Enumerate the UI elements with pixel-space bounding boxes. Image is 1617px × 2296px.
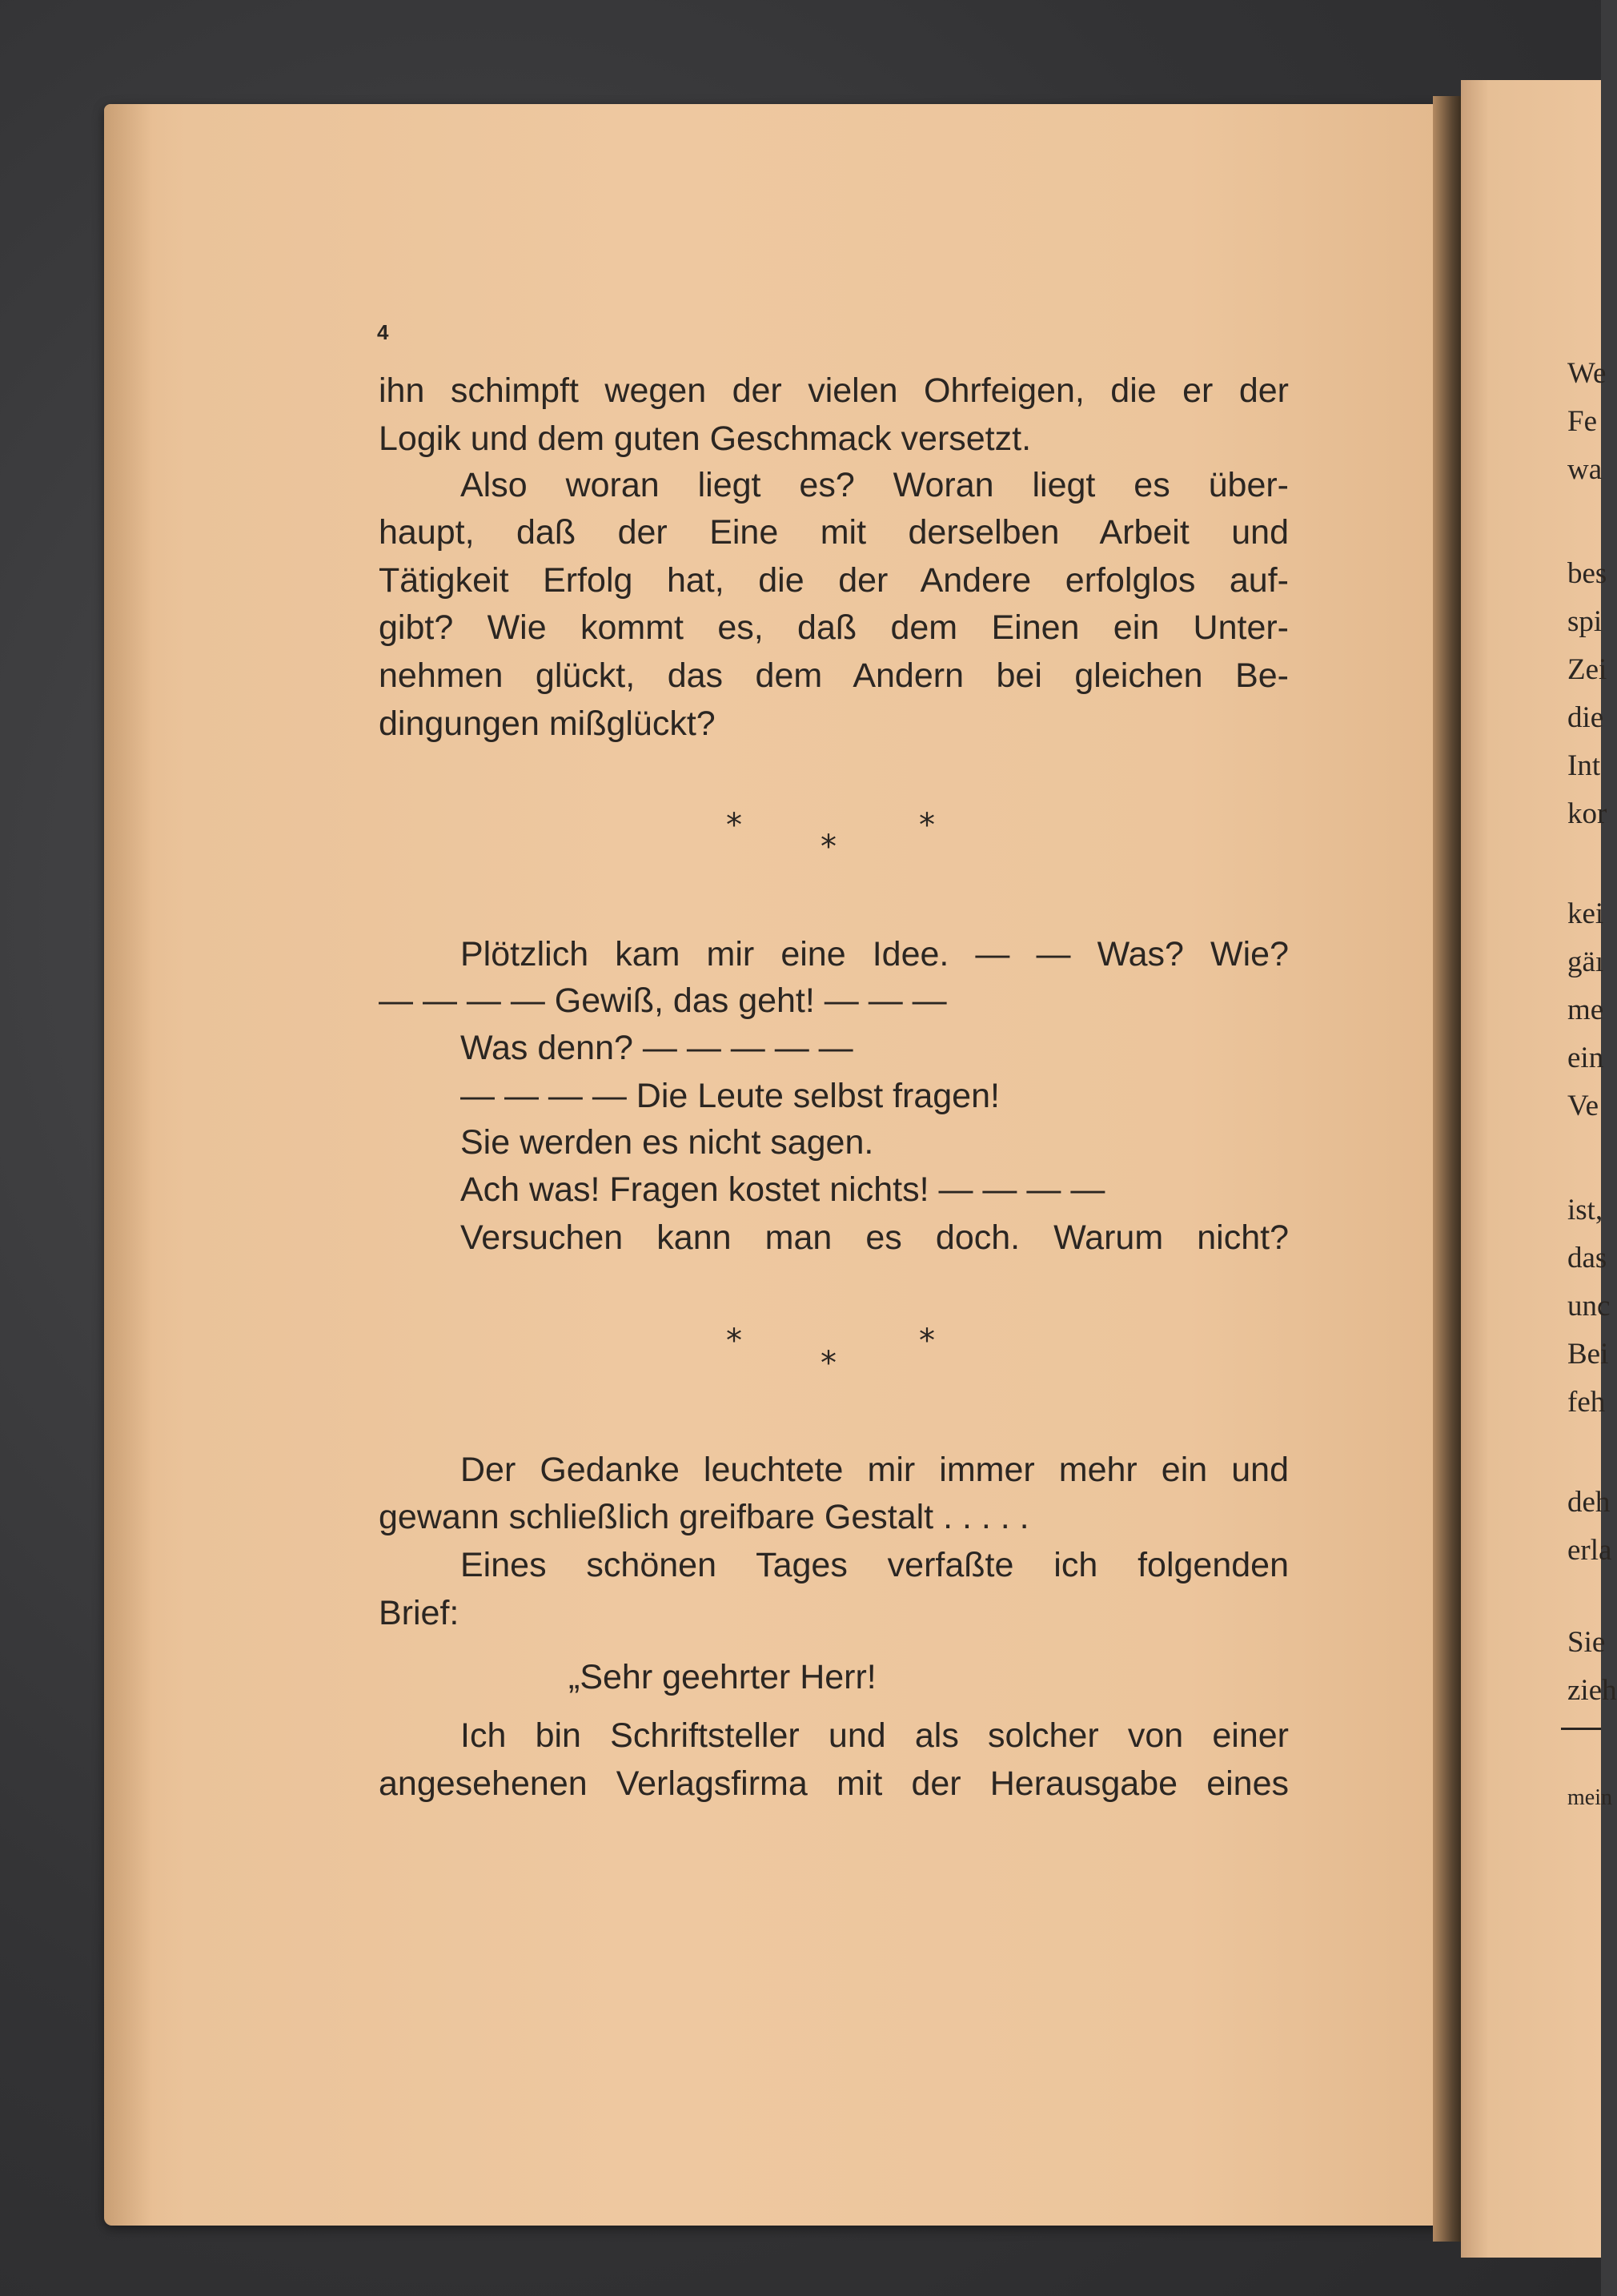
facing-page-fragment: deh — [1567, 1486, 1611, 1519]
asterism-star: * — [821, 829, 837, 865]
facing-page-fragment: ist, — [1567, 1194, 1603, 1226]
facing-page-fragment: me — [1567, 993, 1604, 1026]
text-line: Tätigkeit Erfolg hat, die der Andere erfolglos auf- — [379, 561, 1289, 600]
facing-page-fragment: Sie — [1567, 1626, 1606, 1659]
facing-page-fragment: zieh — [1567, 1674, 1617, 1707]
asterism-star: * — [821, 1345, 837, 1382]
facing-page-fragment: Ve — [1567, 1090, 1599, 1122]
text-line: gewann schließlich greifbare Gestalt . . . . . — [379, 1498, 1029, 1536]
text-line: haupt, daß der Eine mit derselben Arbeit und — [379, 513, 1289, 552]
text-line: Also woran liegt es? Woran liegt es über- — [460, 466, 1289, 504]
book-gutter — [1433, 96, 1465, 2242]
text-line: Was denn? — — — — — — [460, 1029, 853, 1067]
text-line: Plötzlich kam mir eine Idee. — — Was? Wie? — [460, 935, 1289, 973]
text-line: — — — — Gewiß, das geht! — — — — [379, 981, 947, 1020]
page-number: 4 — [377, 320, 389, 344]
facing-page-fragment: gäı — [1567, 945, 1604, 978]
facing-page-fragment: spi — [1567, 605, 1603, 638]
facing-page-fragment: We — [1567, 357, 1607, 390]
text-line: Eines schönen Tages verfaßte ich folgenden — [460, 1546, 1289, 1584]
footnote-rule — [1561, 1728, 1601, 1730]
facing-page-fragment: Bei — [1567, 1338, 1609, 1371]
facing-page-fragment: mein — [1567, 1785, 1612, 1810]
asterism-star: * — [919, 1323, 935, 1359]
facing-page-fragment: Fe — [1567, 405, 1597, 438]
text-line: Ach was! Fragen kostet nichts! — — — — — [460, 1170, 1105, 1209]
text-line: Versuchen kann man es doch. Warum nicht? — [460, 1218, 1289, 1257]
asterism-star: * — [726, 1323, 742, 1359]
facing-page-fragment: bes — [1567, 557, 1607, 590]
text-line: gibt? Wie kommt es, daß dem Einen ein Unter- — [379, 608, 1289, 647]
facing-page-fragment: feh — [1567, 1386, 1606, 1419]
text-line: Ich bin Schriftsteller und als solcher von einer — [460, 1716, 1289, 1755]
asterism-star: * — [919, 807, 935, 844]
facing-page-fragment: das — [1567, 1242, 1607, 1274]
text-line: nehmen glückt, das dem Andern bei gleichen Be- — [379, 656, 1289, 695]
text-line: — — — — Die Leute selbst fragen! — [460, 1077, 1000, 1115]
facing-page-fragment: Zei — [1567, 653, 1607, 686]
asterism-star: * — [726, 807, 742, 844]
text-line: Der Gedanke leuchtete mir immer mehr ein und — [460, 1451, 1289, 1489]
facing-page-fragment: wa — [1567, 453, 1603, 486]
facing-page-fragment: die — [1567, 701, 1604, 734]
facing-page-fragment: unc — [1567, 1290, 1611, 1323]
facing-page-fragment: Int — [1567, 749, 1601, 782]
facing-page-fragment: ein — [1567, 1042, 1604, 1074]
facing-page-fragment: erla — [1567, 1534, 1612, 1567]
text-line: Brief: — [379, 1594, 459, 1632]
text-line: dingungen mißglückt? — [379, 704, 716, 743]
facing-page-fragment: kei — [1567, 897, 1604, 930]
text-line: angesehenen Verlagsfirma mit der Herausgabe eines — [379, 1764, 1289, 1803]
text-line: Sie werden es nicht sagen. — [460, 1123, 874, 1162]
text-line: ihn schimpft wegen der vielen Ohrfeigen, die er der — [379, 371, 1289, 410]
facing-page-fragment: kor — [1567, 797, 1607, 830]
text-line: Logik und dem guten Geschmack versetzt. — [379, 419, 1032, 458]
text-line: „Sehr geehrter Herr! — [568, 1658, 877, 1696]
